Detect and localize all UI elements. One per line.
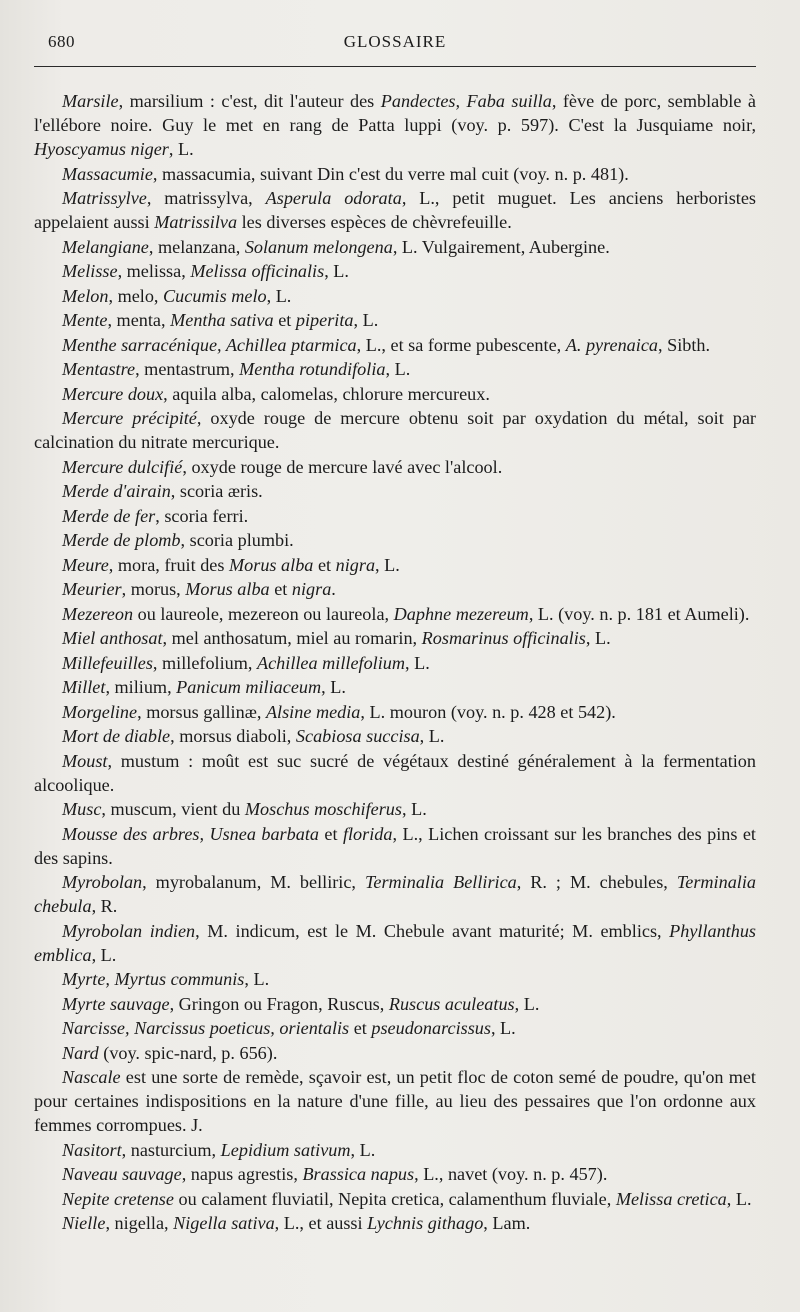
entry-text: , mora, fruit des [108,554,230,575]
entry-text: , L. [375,554,400,575]
entry-italic-text: Pandectes, Faba suilla [380,91,552,111]
glossary-entry [34,284,756,308]
glossary-entry [34,259,756,283]
glossary-entry [34,186,756,234]
entry-italic-text: Millet [62,677,106,697]
entry-text: , oxyde rouge de mercure lavé avec l'alcool. [182,456,503,477]
entry-text: ou calament fluviatil, Nepita cretica, calamenthum fluviale, [173,1188,616,1209]
entry-italic-text: Musc [62,799,102,819]
entry-text: , L. [514,993,540,1014]
entry-italic-text: Nasitort [62,1139,122,1160]
glossary-entry [34,89,756,161]
entry-text: , mentastrum, [135,359,240,379]
entry-text: , L. [244,969,270,989]
glossary-entry [34,1041,756,1065]
entry-text: , L., et aussi [274,1213,368,1233]
entry-italic-text: Alsine media [265,701,361,722]
entry-italic-text: nigra [291,579,332,599]
entry-text: , Gringon ou Fragon, Ruscus, [169,993,389,1014]
entry-italic-text: Millefeuilles [62,652,153,673]
entry-italic-text: Hyoscyamus niger [34,139,169,159]
entry-text: ou laureole, mezereon ou laureola, [133,603,394,624]
glossary-entry [34,700,756,724]
entry-text: , scoria æris. [170,481,263,501]
entry-italic-text: Mente [62,310,108,330]
entry-text: , L., petit muguet. Les anciens herboristes appelaient aussi [34,188,757,232]
glossary-entry [34,577,756,601]
entry-text: et [349,1018,372,1038]
glossary-entry [34,357,756,381]
entry-italic-text: Melissa cretica [615,1188,727,1209]
glossary-entry [34,308,756,332]
entry-text: , L., navet (voy. n. p. 457). [414,1164,608,1184]
entry-italic-text: Merde de fer [62,505,156,526]
entry-italic-text: Mezereon [62,603,134,624]
glossary-entry [34,651,756,675]
entry-text: , L., et sa forme pubescente, [356,334,566,355]
entry-italic-text: Menthe sarracénique, Achillea ptarmica [62,334,357,355]
glossary-entry [34,626,756,650]
entry-text: , L. [385,359,411,379]
entry-text: , L. [321,677,346,697]
glossary-entry [34,675,756,699]
entry-text: , millefolium, [152,652,257,673]
glossary-entry [34,822,756,870]
entry-text: , melanzana, [148,236,245,257]
entry-italic-text: Myrobolan indien [62,920,196,941]
entry-italic-text: Myrte, Myrtus communis [62,969,245,989]
entry-italic-text: Moschus moschiferus [244,799,402,819]
entry-italic-text: Merde de plomb [62,530,181,550]
entry-text: et [313,554,336,575]
entry-italic-text: Nard [62,1042,99,1063]
entry-text: , oxyde rouge de mercure obtenu soit par oxydation du métal, soit par calcination du nitrate mercurique. [34,408,756,452]
entry-text: , melo, [108,285,164,306]
entry-italic-text: Scabiosa succisa [295,726,420,746]
entry-italic-text: Mort de diable [62,726,171,746]
entry-italic-text: Marsile [62,91,119,111]
entry-text: , mustum : moût est suc sucré de végétaux destiné généralement à la fermentation alcoolique. [34,750,756,795]
glossary-entry [34,1016,756,1040]
entry-text: , fève de porc, semblable à l'ellébore noire. Guy le met en rang de Patta luppi (voy. p. 597). C'est la Jusquiame noir, [34,91,756,135]
entry-text: , L. [353,310,379,330]
entry-italic-text: Myrte sauvage [62,993,170,1014]
entry-italic-text: A. pyrenaica [565,334,658,355]
entry-italic-text: florida [342,823,393,844]
entry-italic-text: Achillea millefolium [257,652,405,673]
entry-italic-text: Nielle [62,1213,106,1233]
entry-italic-text: Mentha sativa [170,310,274,330]
glossary-entry [34,382,756,406]
entry-italic-text: Morgeline [62,701,138,722]
entry-text: , L. [324,261,349,281]
entry-text: , L. [585,628,611,648]
entry-text: , L. [401,799,427,819]
entry-italic-text: Daphne mezereum [393,603,529,624]
glossary-entry [34,749,756,797]
entry-italic-text: Meurier [62,579,122,599]
entry-text: , L. mouron (voy. n. p. 428 et 542). [360,701,616,722]
entry-text: , L. Vulgairement, Aubergine. [392,236,610,257]
entry-text: et [273,310,296,330]
entry-italic-text: Mentastre [62,359,136,379]
entry-italic-text: Mentha rotundifolia [239,359,386,379]
entry-text: , massacumia, suivant Din c'est du verre mal cuit (voy. n. p. 481). [152,163,629,184]
glossary-entry [34,406,756,454]
entry-italic-text: Narcisse, Narcissus poeticus, orientalis [62,1018,350,1038]
glossary-entry [34,724,756,748]
entry-text: , L. [168,139,194,159]
entry-text: , L. [91,944,117,965]
glossary-entry [34,1211,756,1235]
glossary-entry [34,504,756,528]
entry-text: . [331,579,336,599]
entry-text: , napus agrestis, [181,1164,303,1184]
page-header [34,30,756,56]
entry-text: , R. [91,896,118,916]
entry-text: , L. [726,1188,752,1209]
entry-italic-text: Terminalia Bellirica [364,872,517,892]
entry-italic-text: nigra [335,554,376,575]
glossary-entry [34,235,756,259]
glossary-entry [34,919,756,967]
entry-italic-text: Matrissylve [62,188,147,208]
entry-italic-text: Mousse des arbres, Usnea barbata [62,823,319,844]
running-title: GLOSSAIRE [343,32,447,51]
entry-text: , M. indicum, est le M. Chebule avant maturité; M. emblics, [195,920,670,941]
entry-italic-text: Brassica napus [302,1164,415,1184]
glossary-entry [34,333,756,357]
entry-text: , morsus diaboli, [170,726,296,746]
glossary-entry [34,602,756,626]
page-number: 680 [48,32,75,51]
entry-italic-text: Moust [62,750,108,771]
entry-text: , muscum, vient du [101,799,245,819]
entry-text: , L. [490,1018,516,1038]
glossary-entry [34,992,756,1016]
glossary-entry [34,797,756,821]
entry-text: , L. [419,726,445,746]
entry-text: , milium, [105,677,177,697]
entry-text: , scoria ferri. [155,505,249,526]
entry-text: , L. [405,652,430,673]
entry-text: , R. ; M. chebules, [516,872,677,892]
entry-text: , nasturcium, [121,1139,221,1160]
glossary-entries [34,89,756,1236]
glossary-entry [34,479,756,503]
entry-text: et [318,823,343,844]
entry-italic-text: piperita [295,310,354,330]
entry-italic-text: Morus alba [185,579,270,599]
entry-text: , Lam. [483,1213,531,1233]
entry-italic-text: Lychnis githago [367,1213,484,1233]
entry-italic-text: Cucumis melo [163,285,267,306]
entry-text: , menta, [107,310,171,330]
entry-text: , morus, [121,579,186,599]
entry-text: , matrissylva, [146,188,266,208]
glossary-entry [34,1187,756,1211]
entry-text: , aquila alba, calomelas, chlorure mercureux. [163,383,490,404]
entry-italic-text: Morus alba [229,554,314,575]
header-rule [34,66,756,67]
entry-text: , L., Lichen croissant sur les branches des pins et des sapins. [34,823,756,868]
entry-italic-text: Melon [62,285,109,306]
entry-italic-text: Rosmarinus officinalis [421,628,586,648]
entry-italic-text: Myrobolan [62,872,143,892]
entry-text: , L. (voy. n. p. 181 et Aumeli). [528,603,750,624]
entry-italic-text: Panicum miliaceum [176,677,322,697]
entry-italic-text: Melangiane [62,236,149,257]
entry-italic-text: Nigella sativa [173,1213,275,1233]
entry-text: , L. [350,1139,376,1160]
entry-italic-text: Ruscus aculeatus [388,993,515,1014]
entry-text: et [269,579,292,599]
glossary-entry [34,553,756,577]
entry-italic-text: Matrissilva [154,212,238,232]
glossary-entry [34,528,756,552]
entry-italic-text: Melissa officinalis [190,261,325,281]
glossary-entry [34,162,756,186]
entry-italic-text: Meure [62,554,109,575]
glossary-entry [34,1065,756,1137]
entry-italic-text: Phyllanthus emblica [34,920,756,965]
entry-italic-text: Massacumie [62,163,153,184]
entry-italic-text: Solanum melongena [244,236,393,257]
entry-text: , L. [266,285,292,306]
glossary-entry [34,1162,756,1186]
entry-text: , myrobalanum, M. belliric, [142,872,365,892]
entry-text: , melissa, [117,261,191,281]
entry-text: les diverses espèces de chèvrefeuille. [237,212,512,232]
entry-italic-text: Nascale [62,1067,121,1087]
entry-italic-text: Mercure dulcifié [62,456,183,477]
entry-text: , marsilium : c'est, dit l'auteur des [118,91,381,111]
entry-italic-text: Terminalia chebula [34,872,756,916]
entry-italic-text: Asperula odorata [265,188,402,208]
entry-text: , nigella, [105,1213,174,1233]
entry-text: , morsus gallinæ, [137,701,266,722]
entry-text: , scoria plumbi. [180,530,294,550]
glossary-entry [34,455,756,479]
entry-italic-text: Merde d'airain [62,481,171,501]
entry-italic-text: Lepidium sativum [220,1139,351,1160]
entry-text: (voy. spic-nard, p. 656). [98,1042,278,1063]
glossary-entry [34,1138,756,1162]
entry-text: est une sorte de remède, sçavoir est, un petit floc de coton semé de poudre, qu'on met pour certaines indispositions en la nature d'une fille, au lieu des pessaires que l'on ordonne aux femmes corrompues. J. [34,1067,756,1135]
entry-text: , Sibth. [658,334,711,355]
entry-italic-text: Miel anthosat [62,628,163,648]
entry-italic-text: Naveau sauvage [62,1164,182,1184]
entry-italic-text: Melisse [62,261,118,281]
entry-italic-text: Mercure doux [62,383,164,404]
entry-italic-text: Nepite cretense [62,1188,174,1209]
glossary-entry [34,870,756,918]
entry-text: , mel anthosatum, miel au romarin, [162,628,422,648]
glossary-entry [34,967,756,991]
entry-italic-text: pseudonarcissus [371,1018,491,1038]
entry-italic-text: Mercure précipité [62,408,197,428]
